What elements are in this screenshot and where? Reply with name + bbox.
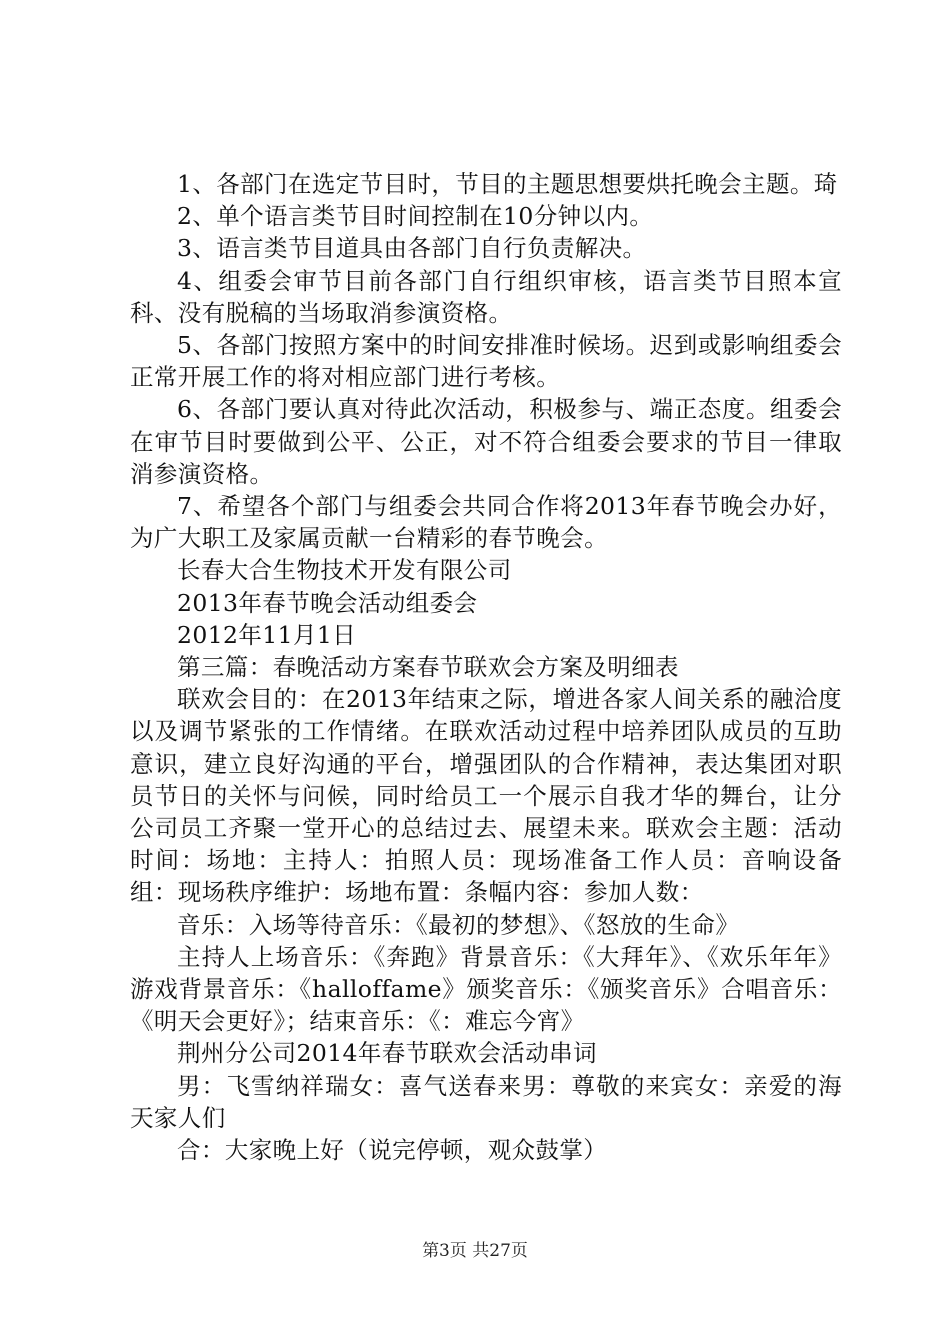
- paragraph-rule-6: 6、各部门要认真对待此次活动，积极参与、端正态度。组委会在审节目时要做到公平、公正，对不符合组委会要求的节目一律取消参演资格。: [130, 395, 842, 488]
- paragraph-music-list: 主持人上场音乐：《奔跑》背景音乐：《大拜年》、《欢乐年年》游戏背景音乐：《halloffame》颁奖音乐：《颁奖音乐》合唱音乐：《明天会更好》；结束音乐：《：难忘今宵》: [130, 942, 842, 1036]
- script-heading: 荆州分公司2014年春节联欢会活动串词: [177, 1039, 597, 1068]
- document-date: 2012年11月1日: [177, 620, 357, 649]
- paragraph-rule-5: 5、各部门按照方案中的时间安排准时候场。迟到或影响组委会正常开展工作的将对相应部门进行考核。: [130, 331, 842, 392]
- paragraph-rule-1: 1、各部门在选定节目时，节目的主题思想要烘托晚会主题。琦: [177, 170, 838, 198]
- paragraph-script-greeting: 合：大家晚上好（说完停顿，观众鼓掌）: [177, 1136, 608, 1165]
- page-number-footer: 第3页 共27页: [422, 1241, 528, 1261]
- section-heading: 第三篇：春晚活动方案春节联欢会方案及明细表: [177, 653, 679, 682]
- document-body: [130, 168, 842, 1166]
- paragraph-rule-7: 7、希望各个部门与组委会共同合作将2013年春节晚会办好，为广大职工及家属贡献一台精彩的春节晚会。: [130, 492, 842, 553]
- company-name: 长春大合生物技术开发有限公司: [177, 556, 512, 585]
- paragraph-music-entrance: 音乐：入场等待音乐：《最初的梦想》、《怒放的生命》: [177, 910, 740, 939]
- committee-name: 2013年春节晚会活动组委会: [177, 588, 478, 617]
- paragraph-purpose: 联欢会目的：在2013年结束之际，增进各家人间关系的融洽度以及调节紧张的工作情绪。在联欢活动过程中培养团队成员的互助意识，建立良好沟通的平台，增强团队的合作精神，表达集团对职员节日的关怀与问候，同时给员工一个展示自我才华的舞台，让分公司员工齐聚一堂开心的总结过去、展望未来。联欢会主题：活动时间：场地：主持人：拍照人员：现场准备工作人员：音响设备组：现场秩序维护：场地布置：条幅内容：参加人数：: [130, 685, 842, 907]
- paragraph-rule-4: 4、组委会审节目前各部门自行组织审核，语言类节目照本宣科、没有脱稿的当场取消参演资格。: [130, 266, 842, 327]
- paragraph-rule-3: 3、语言类节目道具由各部门自行负责解决。: [177, 234, 647, 263]
- paragraph-script-opening: 男：飞雪纳祥瑞女：喜气送春来男：尊敬的来宾女：亲爱的海天家人们: [130, 1071, 842, 1132]
- paragraph-rule-2: 2、单个语言类节目时间控制在10分钟以内。: [177, 202, 654, 231]
